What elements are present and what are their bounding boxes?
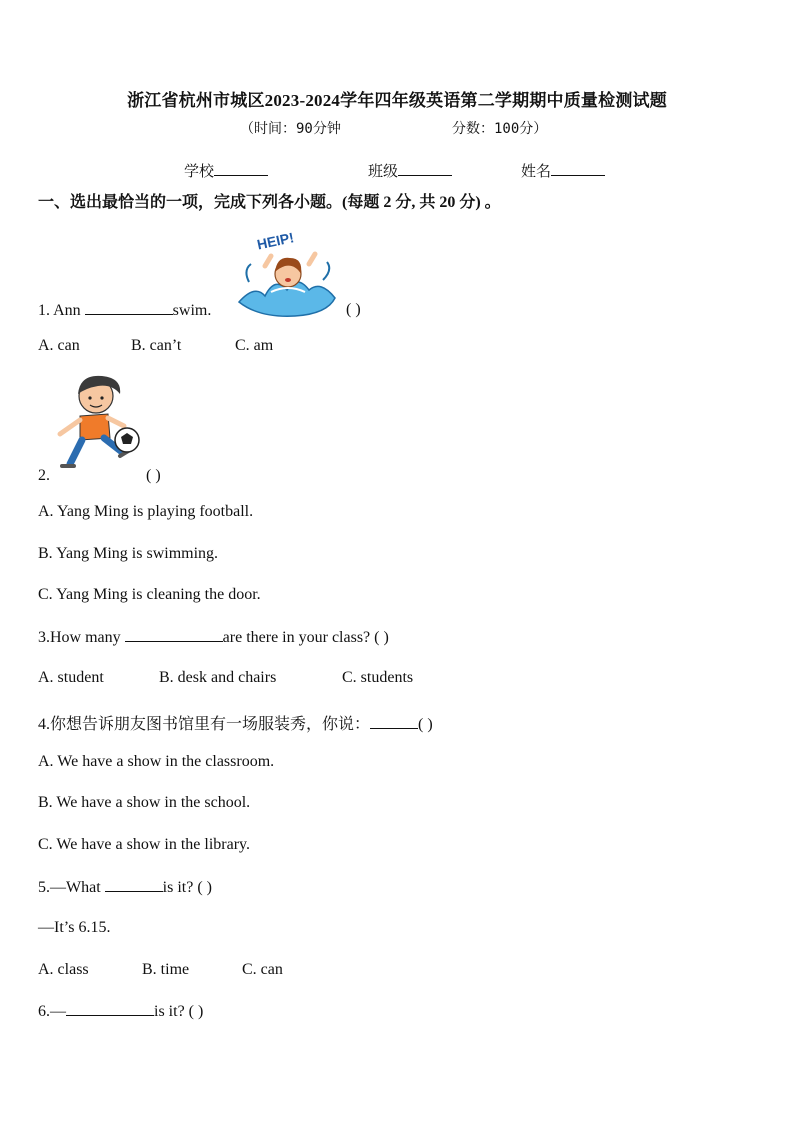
q5-options	[38, 961, 283, 979]
q1-prefix: 1. Ann	[38, 302, 85, 319]
q2-option-a[interactable]: A. Yang Ming is playing football.	[38, 503, 254, 520]
question-5	[38, 878, 212, 897]
q5-answer-line: —It’s 6.15.	[38, 919, 111, 936]
q6-prefix: 6.—	[38, 1003, 66, 1020]
q1-blank[interactable]	[85, 301, 173, 315]
help-text: HEIP!	[255, 229, 296, 253]
q1-option-b[interactable]: B. can’t	[131, 337, 182, 354]
q5-option-a[interactable]: A. class	[38, 961, 89, 978]
q1-options	[38, 337, 273, 355]
q6-blank[interactable]	[66, 1002, 154, 1016]
q4-answer-paren[interactable]: ( )	[418, 716, 433, 733]
section-heading: 一、选出最恰当的一项，完成下列各小题。(每题 2 分, 共 20 分) 。	[38, 194, 501, 211]
class-blank[interactable]	[398, 161, 452, 176]
school-blank[interactable]	[214, 161, 268, 176]
boy-playing-football-illustration	[50, 372, 144, 482]
page-title: 浙江省杭州市城区2023-2024学年四年级英语第二学期期中质量检测试题	[127, 91, 667, 110]
q1-option-c[interactable]: C. am	[235, 337, 274, 354]
q3-suffix: are there in your class? ( )	[222, 629, 389, 646]
q2-number: 2.	[38, 467, 50, 484]
q2-option-b[interactable]: B. Yang Ming is swimming.	[38, 545, 219, 562]
question-2	[38, 467, 50, 485]
q4-blank[interactable]	[370, 715, 418, 729]
q5-option-c[interactable]: C. can	[242, 961, 283, 978]
class-label: 班级	[368, 164, 399, 180]
q3-option-b[interactable]: B. desk and chairs	[159, 669, 277, 686]
question-3	[38, 628, 389, 647]
school-field	[184, 160, 268, 181]
q3-blank[interactable]	[125, 628, 223, 642]
q5-suffix: is it? ( )	[162, 879, 212, 896]
q4-text: 4.你想告诉朋友图书馆里有一场服装秀，你说：	[38, 716, 371, 733]
name-field	[521, 160, 605, 181]
drowning-girl-illustration	[235, 224, 341, 318]
q4-option-b[interactable]: B. We have a show in the school.	[38, 794, 251, 811]
q4-option-c[interactable]: C. We have a show in the library.	[38, 836, 250, 853]
exam-score: 分数：100分）	[452, 121, 548, 137]
q3-option-c[interactable]: C. students	[342, 669, 414, 686]
q1-answer-paren[interactable]: ( )	[346, 301, 361, 318]
exam-time: （时间：90分钟	[240, 121, 341, 137]
q5-blank[interactable]	[105, 878, 163, 892]
q4-option-a[interactable]: A. We have a show in the classroom.	[38, 753, 275, 770]
q2-option-c[interactable]: C. Yang Ming is cleaning the door.	[38, 586, 261, 603]
question-6	[38, 1002, 203, 1021]
q3-options	[38, 669, 413, 687]
q6-suffix: is it? ( )	[154, 1003, 204, 1020]
question-1	[38, 301, 211, 320]
q5-option-b[interactable]: B. time	[142, 961, 190, 978]
q5-prefix: 5.—What	[38, 879, 105, 896]
school-label: 学校	[184, 164, 215, 180]
q3-prefix: 3.How many	[38, 629, 125, 646]
name-label: 姓名	[521, 164, 552, 180]
class-field	[368, 160, 452, 181]
q1-suffix: swim.	[172, 302, 212, 319]
q1-option-a[interactable]: A. can	[38, 337, 80, 354]
question-4	[38, 711, 433, 734]
name-blank[interactable]	[551, 161, 605, 176]
q2-answer-paren[interactable]: ( )	[146, 467, 161, 484]
q3-option-a[interactable]: A. student	[38, 669, 104, 686]
